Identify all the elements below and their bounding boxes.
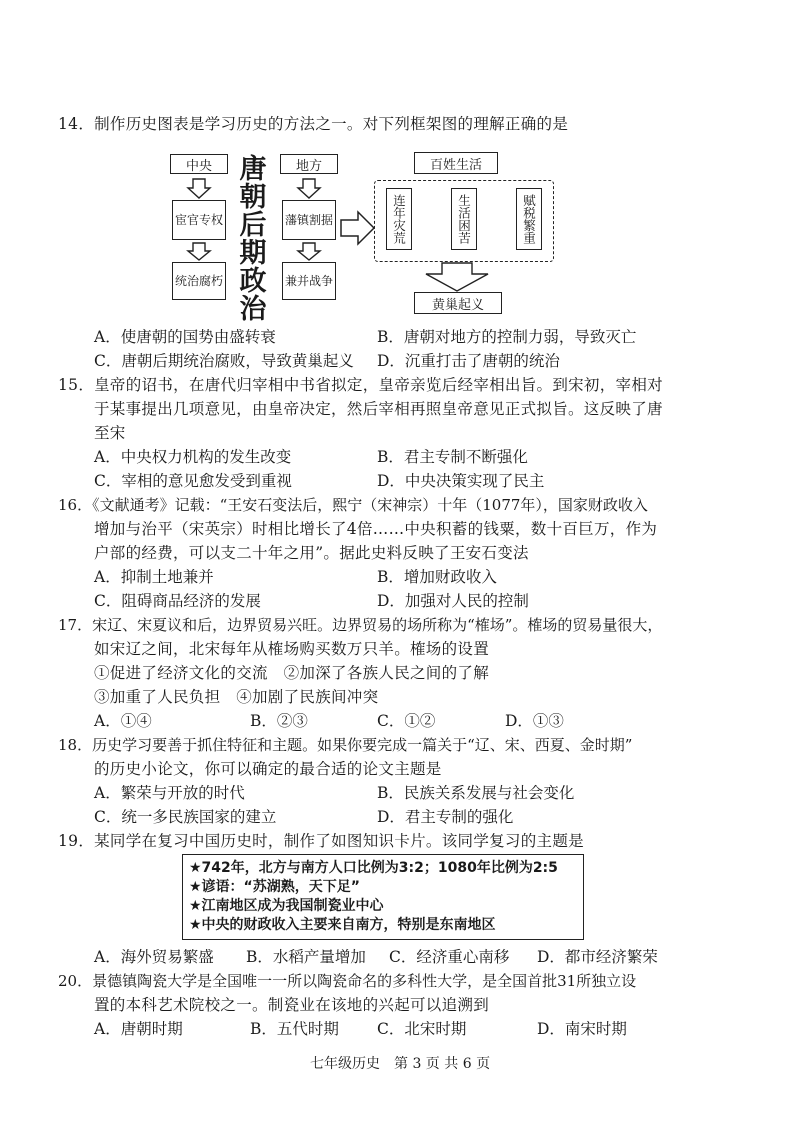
q16-option-c[interactable]: C．阻碍商品经济的发展 bbox=[94, 592, 261, 610]
title-char: 后 bbox=[239, 210, 267, 241]
q14-option-b[interactable]: B．唐朝对地方的控制力弱，导致灭亡 bbox=[377, 328, 637, 346]
q15-option-a[interactable]: A．中央权力机构的发生改变 bbox=[94, 448, 292, 466]
q15-stem-line: 于某事提出几项意见，由皇帝决定，然后宰相再照皇帝意见正式拟旨。这反映了唐 bbox=[94, 400, 663, 418]
diagram-hardship: 生活困苦 bbox=[451, 188, 477, 250]
diagram-eunuch: 宦官专权 bbox=[172, 200, 226, 240]
diagram-central: 中央 bbox=[170, 154, 228, 174]
diagram-taxes: 赋税繁重 bbox=[516, 188, 542, 250]
q14-option-a[interactable]: A．使唐朝的国势由盛转衰 bbox=[94, 328, 276, 346]
q18-option-b[interactable]: B．民族关系发展与社会变化 bbox=[377, 784, 575, 802]
q17-option-d[interactable]: D．①③ bbox=[505, 712, 564, 730]
q17-option-c[interactable]: C．①② bbox=[377, 712, 436, 730]
q18-stem-line: 的历史小论文，你可以确定的最合适的论文主题是 bbox=[94, 760, 442, 778]
arrow-down-icon bbox=[424, 262, 490, 296]
q19-knowledge-card bbox=[182, 854, 584, 940]
arrow-right-icon bbox=[340, 210, 376, 250]
q18-option-c[interactable]: C．统一多民族国家的建立 bbox=[94, 808, 277, 826]
q17-stem-line: ③加重了人民负担 ④加剧了民族间冲突 bbox=[94, 688, 379, 706]
card-line: ★江南地区成为我国制瓷业中心 bbox=[189, 898, 384, 914]
q16-option-a[interactable]: A．抑制土地兼并 bbox=[94, 568, 214, 586]
q20-option-c[interactable]: C．北宋时期 bbox=[377, 1020, 467, 1038]
q16-stem-line: 16．《文献通考》记载：“王安石变法后，熙宁（宋神宗）十年（1077年），国家财政收入 bbox=[58, 496, 648, 514]
diagram-disaster: 连年灾荒 bbox=[386, 188, 412, 250]
diagram-wars: 兼并战争 bbox=[282, 262, 336, 300]
q17-option-a[interactable]: A．①④ bbox=[94, 712, 152, 730]
q15-option-d[interactable]: D．中央决策实现了民主 bbox=[377, 472, 545, 490]
q18-option-a[interactable]: A．繁荣与开放的时代 bbox=[94, 784, 245, 802]
q20-stem-line: 20．景德镇陶瓷大学是全国唯一一所以陶瓷命名的多科性大学，是全国首批31所独立设 bbox=[58, 972, 637, 990]
q15-stem-line: 至宋 bbox=[94, 424, 126, 442]
card-line: ★中央的财政收入主要来自南方，特别是东南地区 bbox=[189, 917, 496, 933]
q20-option-d[interactable]: D．南宋时期 bbox=[537, 1020, 627, 1038]
q16-option-b[interactable]: B．增加财政收入 bbox=[377, 568, 497, 586]
q20-option-a[interactable]: A．唐朝时期 bbox=[94, 1020, 183, 1038]
diagram-local: 地方 bbox=[280, 154, 338, 174]
diagram-corrupt: 统治腐朽 bbox=[172, 262, 226, 300]
q17-option-b[interactable]: B．②③ bbox=[250, 712, 308, 730]
q15-option-b[interactable]: B．君主专制不断强化 bbox=[377, 448, 528, 466]
diagram-separatism: 藩镇割据 bbox=[282, 200, 336, 240]
q19-option-c[interactable]: C．经济重心南移 bbox=[389, 948, 510, 966]
q16-option-d[interactable]: D．加强对人民的控制 bbox=[377, 592, 529, 610]
q14-stem: 14．制作历史图表是学习历史的方法之一。对下列框架图的理解正确的是 bbox=[58, 115, 569, 133]
q19-option-a[interactable]: A．海外贸易繁盛 bbox=[94, 948, 214, 966]
card-line: ★742年，北方与南方人口比例为3:2；1080年比例为2:5 bbox=[189, 860, 558, 876]
title-char: 期 bbox=[239, 238, 267, 269]
q14-option-c[interactable]: C．唐朝后期统治腐败，导致黄巢起义 bbox=[94, 352, 354, 370]
title-char: 治 bbox=[239, 294, 267, 325]
q15-stem-line: 15．皇帝的诏书，在唐代归宰相中书省拟定，皇帝亲览后经宰相出旨。到宋初，宰相对 bbox=[58, 376, 663, 394]
title-char: 朝 bbox=[239, 182, 267, 213]
q18-stem-line: 18．历史学习要善于抓住特征和主题。如果你要完成一篇关于“辽、宋、西夏、金时期” bbox=[58, 736, 633, 754]
q20-stem-line: 置的本科艺术院校之一。制瓷业在该地的兴起可以追溯到 bbox=[94, 996, 490, 1014]
q17-stem-line: 17．宋辽、宋夏议和后，边界贸易兴旺。边界贸易的场所称为“榷场”。榷场的贸易量很大， bbox=[58, 616, 663, 634]
q19-stem: 19．某同学在复习中国历史时，制作了如图知识卡片。该同学复习的主题是 bbox=[58, 832, 584, 850]
page-footer: 七年级历史 第 3 页 共 6 页 bbox=[310, 1056, 491, 1072]
title-char: 唐 bbox=[239, 154, 267, 185]
q14-option-d[interactable]: D．沉重打击了唐朝的统治 bbox=[377, 352, 560, 370]
diagram-center-title bbox=[236, 156, 270, 324]
q20-option-b[interactable]: B．五代时期 bbox=[250, 1020, 339, 1038]
q16-stem-line: 增加与治平（宋英宗）时相比增长了4倍……中央积蓄的钱粟，数十百巨万，作为 bbox=[94, 520, 658, 538]
q17-stem-line: ①促进了经济文化的交流 ②加深了各族人民之间的了解 bbox=[94, 664, 490, 682]
card-line: ★谚语：“苏湖熟，天下足” bbox=[189, 879, 360, 895]
q18-option-d[interactable]: D．君主专制的强化 bbox=[377, 808, 514, 826]
q16-stem-line: 户部的经费，可以支二十年之用”。据此史料反映了王安石变法 bbox=[94, 544, 529, 562]
q19-option-d[interactable]: D．都市经济繁荣 bbox=[537, 948, 658, 966]
q17-stem-line: 如宋辽之间，北宋每年从榷场购买数万只羊。榷场的设置 bbox=[94, 640, 490, 658]
diagram-result: 黄巢起义 bbox=[414, 292, 502, 314]
q19-option-b[interactable]: B．水稻产量增加 bbox=[246, 948, 366, 966]
title-char: 政 bbox=[239, 266, 267, 297]
diagram-people-title: 百姓生活 bbox=[414, 152, 498, 174]
q15-option-c[interactable]: C．宰相的意见愈发受到重视 bbox=[94, 472, 292, 490]
